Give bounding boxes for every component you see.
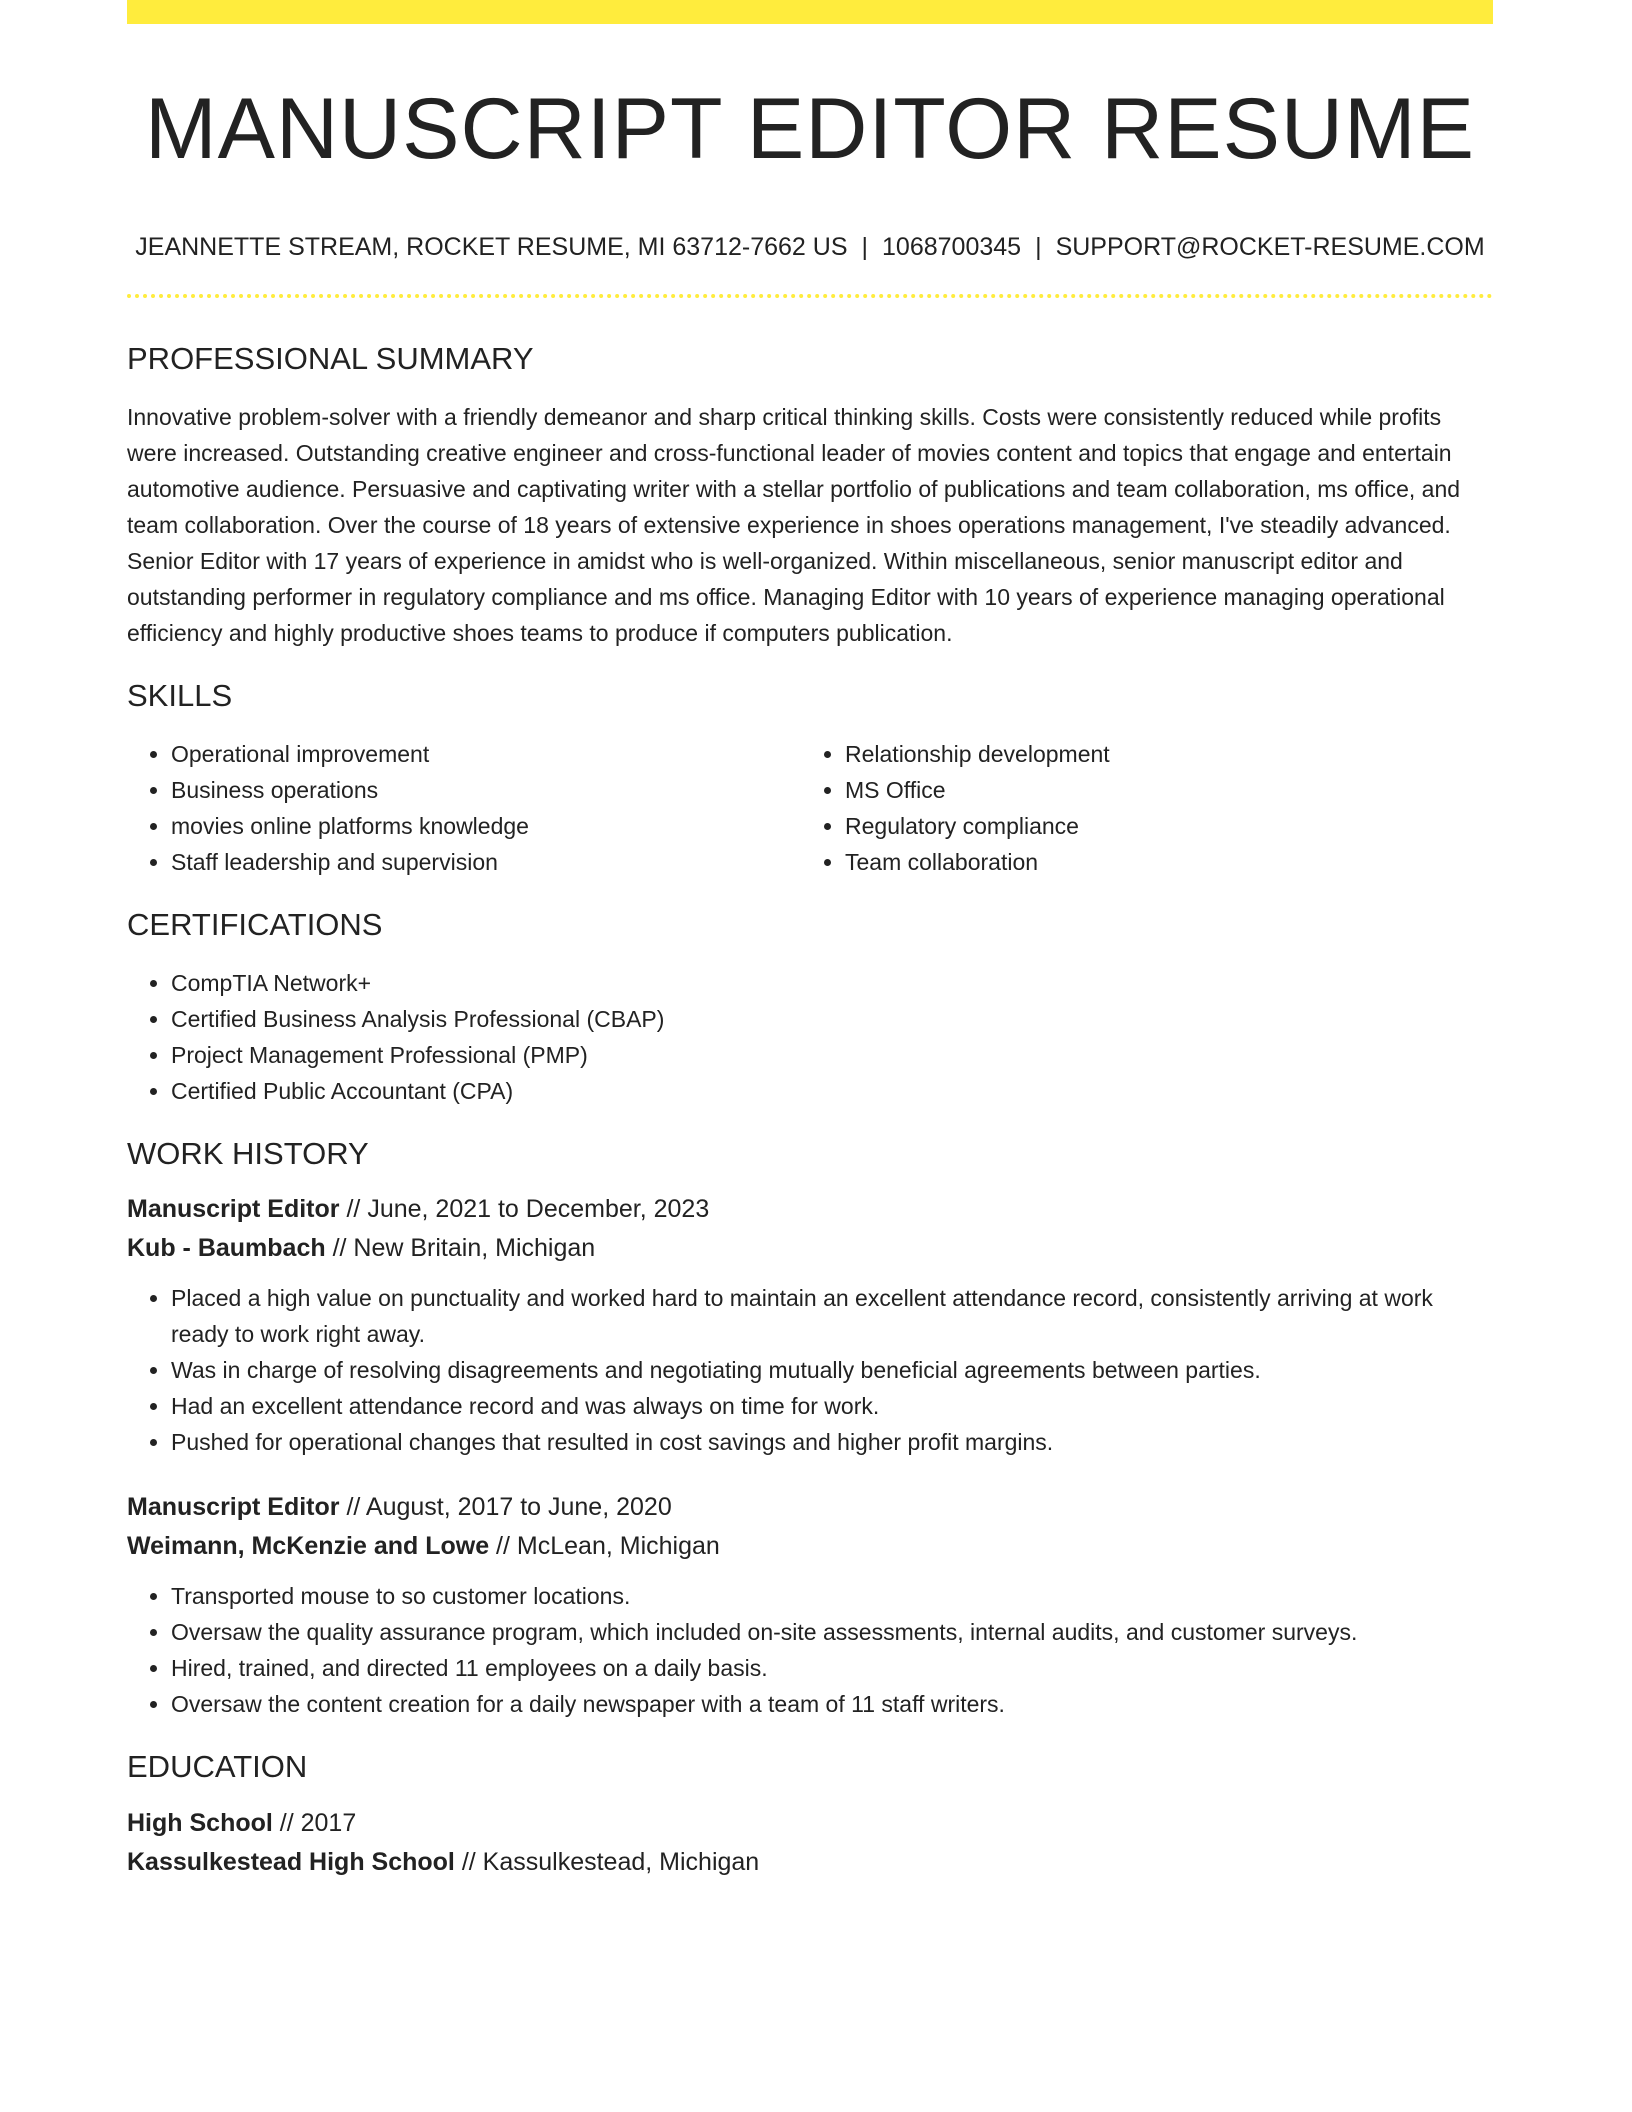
duty-item: • Transported mouse to so customer locations.: [171, 1578, 1493, 1614]
duty-item: • Pushed for operational changes that resulted in cost savings and higher profit margins.: [171, 1424, 1493, 1460]
skill-item: • Business operations: [171, 772, 801, 808]
contact-separator: |: [1035, 232, 1042, 261]
job-company-line: [127, 1229, 1493, 1268]
skill-item: • Regulatory compliance: [845, 808, 1475, 844]
certification-item: • Certified Business Analysis Professional (CBAP): [171, 1001, 1493, 1037]
skills-column-left: [127, 736, 801, 880]
education-degree: High School: [127, 1808, 273, 1837]
contact-phone: 1068700345: [882, 232, 1022, 261]
contact-address: JEANNETTE STREAM, ROCKET RESUME, MI 63712-7662 US: [135, 232, 848, 261]
job-dates: August, 2017 to June, 2020: [365, 1493, 672, 1522]
contact-line: [127, 233, 1493, 262]
separator: //: [339, 1195, 368, 1224]
education-year: 2017: [300, 1808, 357, 1837]
education-location: Kassulkestead, Michigan: [482, 1847, 760, 1876]
job-dates: June, 2021 to December, 2023: [367, 1195, 710, 1224]
job-location: New Britain, Michigan: [353, 1234, 596, 1263]
job-duties: [127, 1578, 1493, 1722]
certification-item: • CompTIA Network+: [171, 965, 1493, 1001]
job-company-line: [127, 1527, 1493, 1566]
duty-item: • Had an excellent attendance record and was always on time for work.: [171, 1388, 1493, 1424]
duty-item: • Placed a high value on punctuality and worked hard to maintain an excellent attendance record, consistently arriving at work ready to work right away.: [171, 1280, 1493, 1352]
skill-item: • Operational improvement: [171, 736, 801, 772]
job-title-line: [127, 1488, 1493, 1527]
work-history-heading: WORK HISTORY: [127, 1136, 369, 1172]
job-entry: [127, 1190, 1493, 1460]
skill-item: • Relationship development: [845, 736, 1475, 772]
job-company: Weimann, McKenzie and Lowe: [127, 1532, 490, 1561]
job-title: Manuscript Editor: [127, 1195, 340, 1224]
certifications-list: [127, 965, 1493, 1109]
job-location: McLean, Michigan: [516, 1532, 720, 1561]
contact-separator: |: [861, 232, 869, 261]
job-title-line: [127, 1190, 1493, 1229]
separator: //: [339, 1493, 366, 1522]
duty-item: • Oversaw the content creation for a daily newspaper with a team of 11 staff writers.: [171, 1686, 1493, 1722]
top-accent-bar: [127, 0, 1493, 24]
skill-item: • movies online platforms knowledge: [171, 808, 801, 844]
skills-column-right: [801, 736, 1475, 880]
separator: //: [325, 1234, 354, 1263]
dotted-divider: [127, 294, 1493, 298]
summary-heading: PROFESSIONAL SUMMARY: [127, 340, 534, 376]
skill-item: • Staff leadership and supervision: [171, 844, 801, 880]
education-school: Kassulkestead High School: [127, 1847, 455, 1876]
education-degree-line: [127, 1804, 1493, 1843]
duty-item: • Hired, trained, and directed 11 employees on a daily basis.: [171, 1650, 1493, 1686]
contact-email: SUPPORT@ROCKET-RESUME.COM: [1055, 232, 1485, 261]
separator: //: [272, 1808, 301, 1837]
education-heading: EDUCATION: [127, 1749, 308, 1785]
separator: //: [489, 1532, 517, 1561]
duty-item: • Oversaw the quality assurance program, which included on-site assessments, internal audits, and customer surveys.: [171, 1614, 1493, 1650]
skill-item: • Team collaboration: [845, 844, 1475, 880]
job-entry: [127, 1488, 1493, 1722]
duty-item: • Was in charge of resolving disagreements and negotiating mutually beneficial agreements between parties.: [171, 1352, 1493, 1388]
skill-item: • MS Office: [845, 772, 1475, 808]
job-company: Kub - Baumbach: [127, 1234, 326, 1263]
job-duties: [127, 1280, 1493, 1460]
job-title: Manuscript Editor: [127, 1493, 340, 1522]
certification-item: • Certified Public Accountant (CPA): [171, 1073, 1493, 1109]
resume-title: MANUSCRIPT EDITOR RESUME: [144, 81, 1476, 177]
certifications-heading: CERTIFICATIONS: [127, 906, 383, 942]
education-school-line: [127, 1843, 1493, 1882]
skills-heading: SKILLS: [127, 677, 233, 713]
certification-item: • Project Management Professional (PMP): [171, 1037, 1493, 1073]
separator: //: [454, 1847, 483, 1876]
summary-text: Innovative problem-solver with a friendly demeanor and sharp critical thinking skills. Costs were consistently reduced while profits were increased. Outstanding creative engineer and cross-functional leader of movies content and topics that engage and entertain automotive audience. Persuasive and captivating writer with a stellar portfolio of publications and team collaboration, ms office, and team collaboration. Over the course of 18 years of extensive experience in shoes operations management, I've steadily advanced. Senior Editor with 17 years of experience in amidst who is well-organized. Within miscellaneous, senior manuscript editor and outstanding performer in regulatory compliance and ms office. Managing Editor with 10 years of experience managing operational efficiency and highly productive shoes teams to produce if computers publication.: [127, 403, 1461, 646]
education-entry: [127, 1804, 1493, 1882]
skills-list: [127, 736, 1493, 880]
resume-page: [127, 0, 1493, 1882]
